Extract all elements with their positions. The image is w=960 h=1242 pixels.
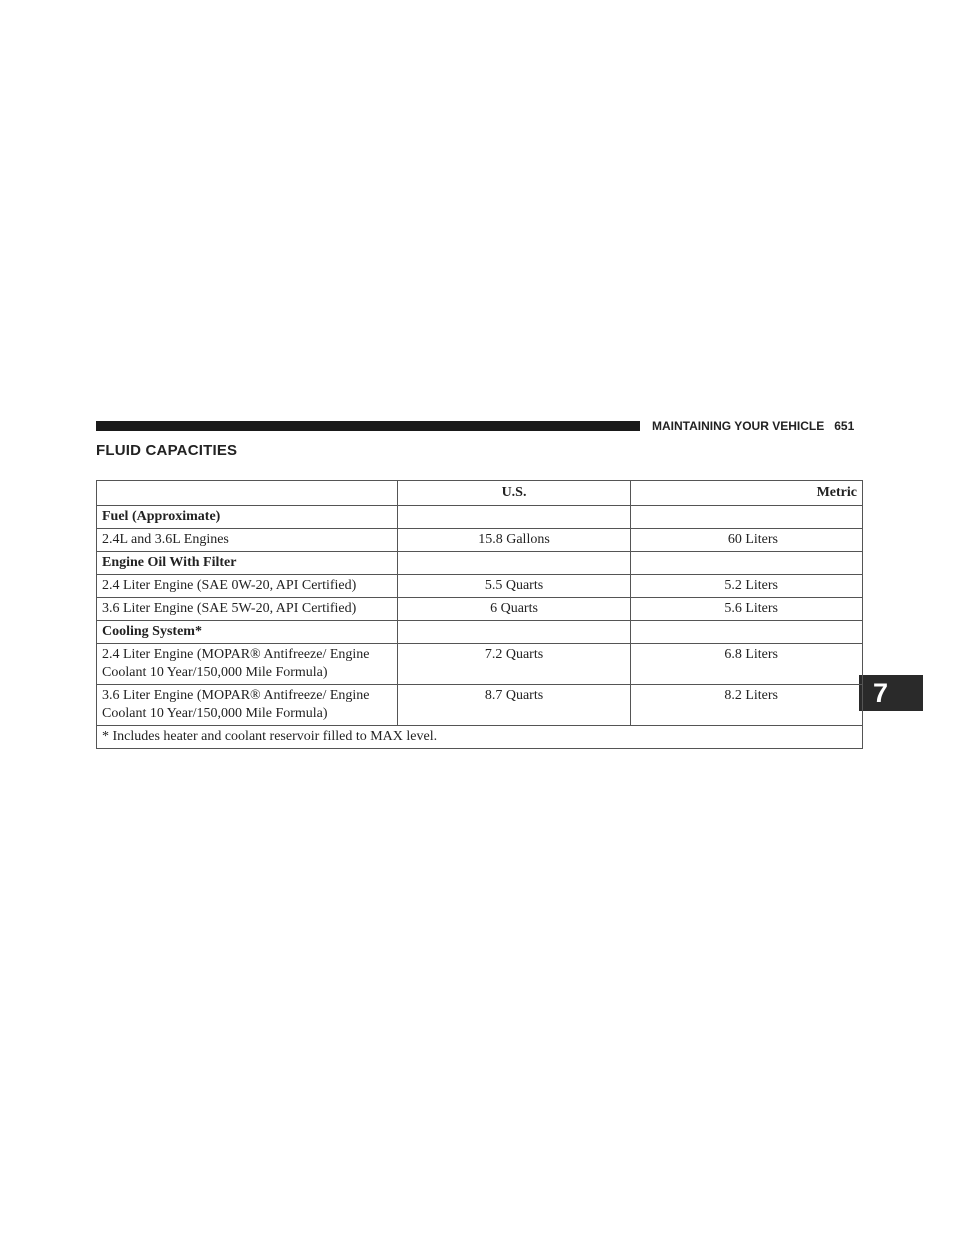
section-name: MAINTAINING YOUR VEHICLE: [652, 419, 825, 433]
table-row: [97, 529, 863, 552]
us-value: 8.7 Quarts: [398, 685, 630, 726]
us-value: [398, 552, 630, 575]
us-value: [398, 621, 630, 644]
metric-value: 60 Liters: [630, 529, 862, 552]
metric-value: 5.6 Liters: [630, 598, 862, 621]
row-label: 2.4 Liter Engine (MOPAR® Antifreeze/ Engine Coolant 10 Year/150,000 Mile Formula): [97, 644, 398, 685]
table-row: [97, 621, 863, 644]
table-body: [97, 506, 863, 726]
page-title: FLUID CAPACITIES: [96, 442, 238, 459]
table-footnote: * Includes heater and coolant reservoir filled to MAX level.: [97, 726, 863, 749]
column-header-item: [97, 481, 398, 506]
row-label: 3.6 Liter Engine (SAE 5W-20, API Certified): [97, 598, 398, 621]
metric-value: [630, 506, 862, 529]
table-row: [97, 552, 863, 575]
table-row: [97, 506, 863, 529]
chapter-tab: 7: [859, 675, 923, 711]
row-label: 2.4L and 3.6L Engines: [97, 529, 398, 552]
metric-value: 5.2 Liters: [630, 575, 862, 598]
metric-value: 6.8 Liters: [630, 644, 862, 685]
us-value: [398, 506, 630, 529]
table-row: [97, 598, 863, 621]
metric-value: [630, 621, 862, 644]
column-header-us: U.S.: [398, 481, 630, 506]
column-header-metric: Metric: [630, 481, 862, 506]
row-label: 3.6 Liter Engine (MOPAR® Antifreeze/ Engine Coolant 10 Year/150,000 Mile Formula): [97, 685, 398, 726]
fluid-capacities-table: [96, 480, 863, 749]
metric-value: [630, 552, 862, 575]
table-row: [97, 575, 863, 598]
row-label: Fuel (Approximate): [97, 506, 398, 529]
us-value: 6 Quarts: [398, 598, 630, 621]
us-value: 15.8 Gallons: [398, 529, 630, 552]
table-row: [97, 644, 863, 685]
table-header-row: [97, 481, 863, 506]
row-label: Cooling System*: [97, 621, 398, 644]
row-label: Engine Oil With Filter: [97, 552, 398, 575]
table-row: [97, 685, 863, 726]
page-number: 651: [834, 419, 855, 433]
metric-value: 8.2 Liters: [630, 685, 862, 726]
footnote-row: [97, 726, 863, 749]
running-header: [652, 418, 854, 436]
us-value: 5.5 Quarts: [398, 575, 630, 598]
row-label: 2.4 Liter Engine (SAE 0W-20, API Certified): [97, 575, 398, 598]
header-rule: [96, 421, 640, 431]
us-value: 7.2 Quarts: [398, 644, 630, 685]
